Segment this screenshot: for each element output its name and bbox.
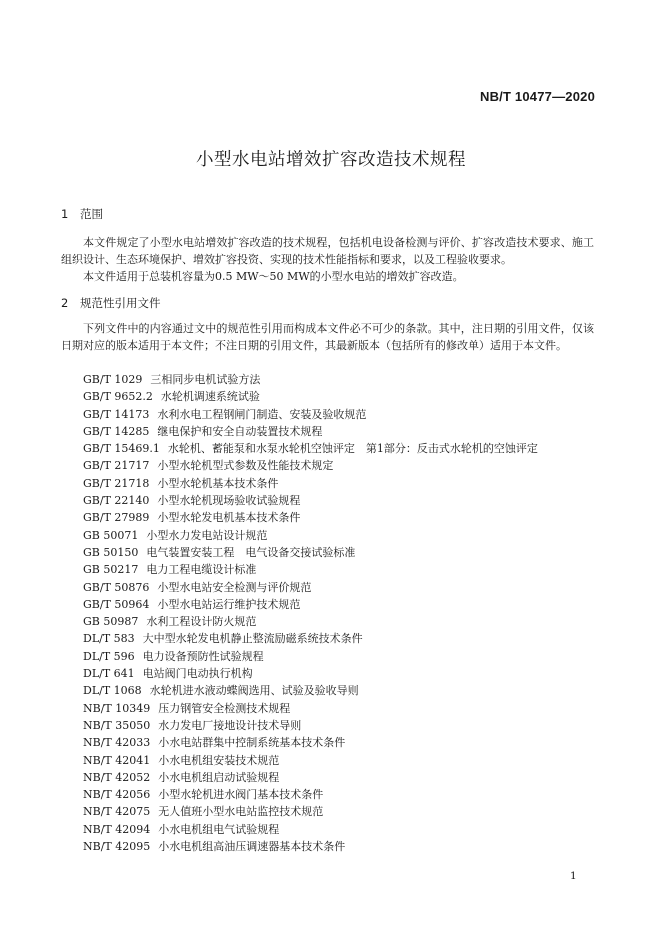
reference-title: 三相同步电机试验方法 xyxy=(150,373,261,386)
reference-code: GB/T 9652.2 xyxy=(83,390,153,404)
reference-item xyxy=(83,371,538,388)
page-number: 1 xyxy=(570,870,577,882)
reference-item xyxy=(83,682,538,699)
reference-code: GB/T 1029 xyxy=(83,373,143,386)
reference-code: GB/T 14285 xyxy=(83,424,150,438)
section-2-number: 2 xyxy=(61,296,69,310)
reference-title: 小水电机组电气试验规程 xyxy=(158,822,280,836)
reference-title: 小型水电站运行维护技术规范 xyxy=(157,597,301,611)
reference-item xyxy=(83,457,538,474)
reference-title: 无人值班小型水电站监控技术规范 xyxy=(158,805,324,819)
reference-title: 水力发电厂接地设计技术导则 xyxy=(158,718,302,732)
reference-code: DL/T 583 xyxy=(83,632,135,646)
reference-code: GB/T 50964 xyxy=(83,597,150,611)
reference-title: 小水电机组高油压调速器基本技术条件 xyxy=(158,840,346,854)
reference-title: 水轮机调速系统试验 xyxy=(160,390,260,404)
reference-code: NB/T 42095 xyxy=(83,840,151,854)
reference-title: 小型水轮发电机基本技术条件 xyxy=(157,511,301,525)
reference-item xyxy=(83,492,538,509)
reference-code: GB 50150 xyxy=(83,545,139,559)
reference-item xyxy=(83,665,538,682)
reference-item xyxy=(83,475,538,492)
reference-code: GB 50987 xyxy=(83,615,139,629)
reference-title: 水利工程设计防火规范 xyxy=(146,615,257,629)
reference-code: DL/T 641 xyxy=(83,667,135,681)
reference-item xyxy=(83,388,538,405)
reference-item xyxy=(83,440,538,457)
reference-code: DL/T 596 xyxy=(83,649,135,663)
reference-item xyxy=(83,544,538,561)
section-1-paragraph: 本文件适用于总装机容量为0.5 MW～50 MW的小型水电站的增效扩容改造。 xyxy=(83,270,464,283)
reference-item xyxy=(83,613,538,630)
section-2-heading xyxy=(61,295,161,311)
reference-code: GB/T 50876 xyxy=(83,580,150,594)
reference-item xyxy=(83,700,538,717)
reference-code: GB/T 21718 xyxy=(83,476,150,490)
section-1-number: 1 xyxy=(61,207,69,221)
reference-title: 电站阀门电动执行机构 xyxy=(142,667,253,681)
reference-code: GB/T 15469.1 xyxy=(83,442,160,456)
reference-item xyxy=(83,648,538,665)
reference-code: NB/T 10349 xyxy=(83,701,151,715)
standard-code: NB/T 10477—2020 xyxy=(479,89,595,104)
reference-item xyxy=(83,838,538,855)
reference-item xyxy=(83,786,538,803)
reference-item xyxy=(83,406,538,423)
normative-references-list xyxy=(83,371,538,855)
reference-item xyxy=(83,734,538,751)
section-1-title: 范围 xyxy=(80,207,103,221)
reference-title: 小型水轮机进水阀门基本技术条件 xyxy=(158,788,324,802)
reference-code: GB/T 14173 xyxy=(83,407,150,421)
reference-item xyxy=(83,821,538,838)
reference-title: 小水电机组启动试验规程 xyxy=(158,770,280,784)
reference-title: 小型水力发电站设计规范 xyxy=(146,528,268,542)
section-1-paragraph: 本文件规定了小型水电站增效扩容改造的技术规程，包括机电设备检测与评价、扩容改造技术要求、施工组织设计、生态环境保护、增效扩容投资、实现的技术性能指标和要求，以及工程验收要求。 xyxy=(61,236,594,266)
reference-code: NB/T 42056 xyxy=(83,788,151,802)
section-2-intro-text: 下列文件中的内容通过文中的规范性引用而构成本文件必不可少的条款。其中，注日期的引用文件，仅该日期对应的版本适用于本文件；不注日期的引用文件，其最新版本（包括所有的修改单）适用于本文件。 xyxy=(61,322,594,352)
reference-code: GB/T 27989 xyxy=(83,511,150,525)
section-1-heading xyxy=(61,206,103,222)
reference-title: 小水电站群集中控制系统基本技术条件 xyxy=(158,736,346,750)
reference-item xyxy=(83,803,538,820)
reference-title: 压力钢管安全检测技术规程 xyxy=(158,701,291,715)
reference-item xyxy=(83,527,538,544)
reference-title: 电力设备预防性试验规程 xyxy=(142,649,264,663)
section-2-intro xyxy=(61,320,594,354)
reference-title: 小水电机组安装技术规范 xyxy=(158,753,280,767)
reference-code: DL/T 1068 xyxy=(83,684,142,698)
reference-code: NB/T 42075 xyxy=(83,805,151,819)
reference-title: 小型水电站安全检测与评价规范 xyxy=(157,580,312,594)
reference-item xyxy=(83,579,538,596)
reference-item xyxy=(83,752,538,769)
reference-title: 小型水轮机型式参数及性能技术规定 xyxy=(157,459,334,473)
reference-title: 大中型水轮发电机静止整流励磁系统技术条件 xyxy=(142,632,363,646)
reference-item xyxy=(83,561,538,578)
section-1-body xyxy=(61,234,594,285)
section-2-title: 规范性引用文件 xyxy=(80,296,161,310)
reference-code: NB/T 42052 xyxy=(83,770,151,784)
reference-item xyxy=(83,769,538,786)
reference-item xyxy=(83,596,538,613)
reference-code: GB 50071 xyxy=(83,528,139,542)
reference-title: 水轮机进水液动蝶阀选用、试验及验收导则 xyxy=(149,684,359,698)
reference-code: NB/T 35050 xyxy=(83,718,151,732)
reference-title: 电力工程电缆设计标准 xyxy=(146,563,257,577)
reference-code: GB 50217 xyxy=(83,563,139,577)
reference-code: NB/T 42094 xyxy=(83,822,151,836)
reference-code: NB/T 42033 xyxy=(83,736,151,750)
reference-item xyxy=(83,509,538,526)
reference-code: GB/T 21717 xyxy=(83,459,150,473)
page-title: 小型水电站增效扩容改造技术规程 xyxy=(196,150,466,170)
reference-title: 电气装置安装工程 电气设备交接试验标准 xyxy=(146,545,356,559)
reference-item xyxy=(83,423,538,440)
reference-title: 继电保护和安全自动装置技术规程 xyxy=(157,424,323,438)
reference-item xyxy=(83,717,538,734)
reference-title: 水轮机、蓄能泵和水泵水轮机空蚀评定 第1部分：反击式水轮机的空蚀评定 xyxy=(167,442,538,456)
reference-code: NB/T 42041 xyxy=(83,753,151,767)
reference-title: 小型水轮机现场验收试验规程 xyxy=(157,494,301,508)
reference-title: 小型水轮机基本技术条件 xyxy=(157,476,279,490)
reference-code: GB/T 22140 xyxy=(83,494,150,508)
reference-item xyxy=(83,630,538,647)
reference-title: 水利水电工程钢闸门制造、安装及验收规范 xyxy=(157,407,367,421)
